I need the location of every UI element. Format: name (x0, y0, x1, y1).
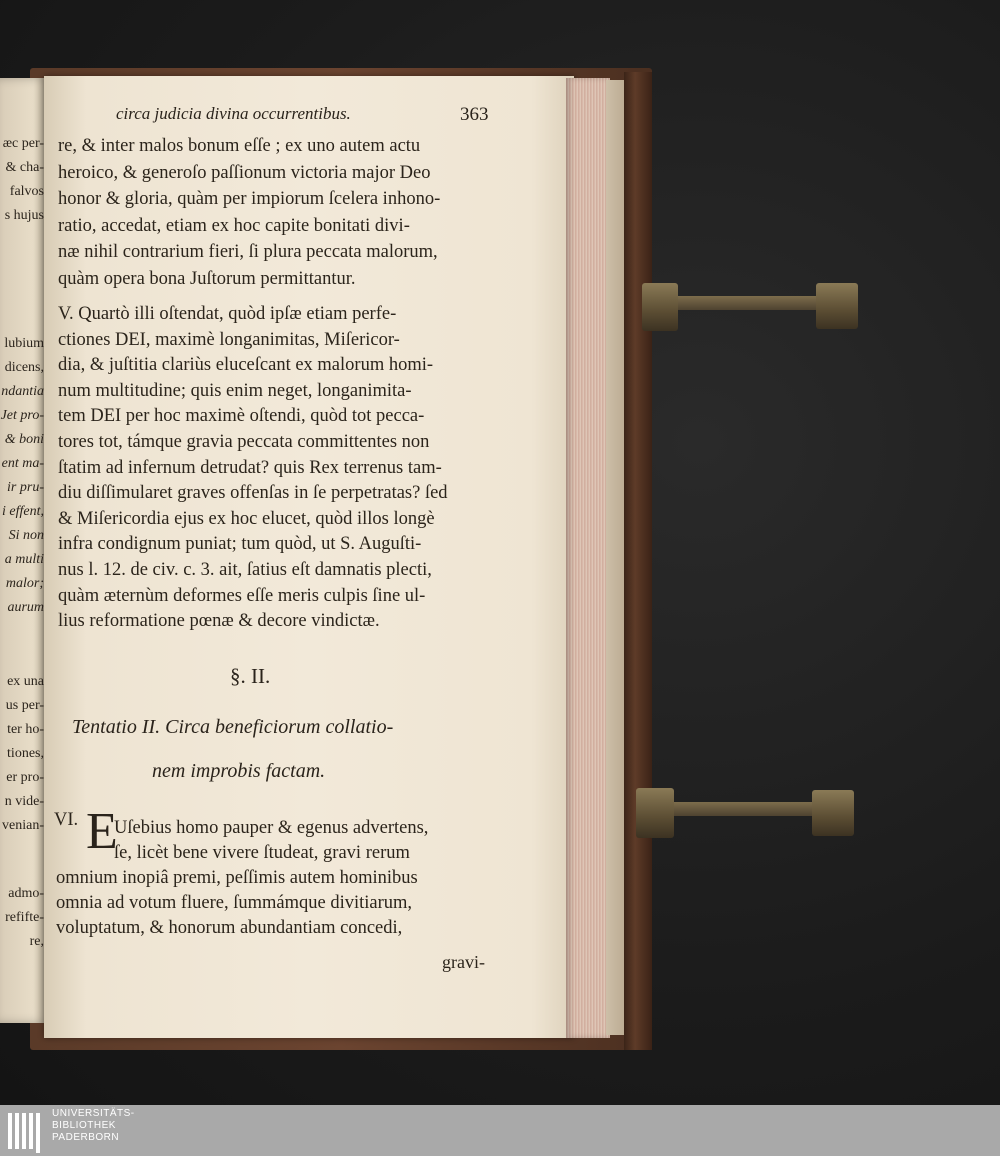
text-line: dia, & juſtitia clariùs eluceſcant ex malorum homi- (58, 355, 434, 376)
text-line: re, & inter malos bonum eſſe ; ex uno autem actu (58, 136, 421, 156)
text-line: tores tot, támque gravia peccata committentes non (58, 432, 430, 452)
text-line: ratio, accedat, etiam ex hoc capite bonitati divi- (58, 215, 410, 236)
text-line: heroico, & generoſo paſſionum victoria major Deo (58, 162, 431, 183)
left-page-line: a multi (4, 552, 44, 567)
left-page-line: falvos (9, 184, 44, 199)
book-spine (624, 72, 652, 1050)
text-line: omnium inopiâ premi, peſſimis autem hominibus (56, 868, 418, 888)
left-page-line: us per- (5, 698, 44, 713)
left-page-line: ex una (7, 674, 44, 689)
left-page-line: ndantia (1, 384, 44, 399)
page-edges (566, 78, 610, 1038)
left-page-line: ter ho- (7, 722, 44, 737)
left-page-line: æc per- (2, 136, 44, 151)
logo-text-line-1: UNIVERSITÄTS- (52, 1108, 135, 1119)
logo-text-line-3: PADERBORN (52, 1132, 120, 1143)
left-page-line: malor; (5, 576, 44, 591)
text-line: diu diſſimularet graves offenſas in ſe perpetratas? ſed (58, 483, 448, 504)
left-page-line: i effent, (2, 504, 44, 519)
left-page-line: re, (29, 934, 44, 949)
left-page-line: refifte- (5, 910, 44, 925)
left-page-line: s hujus (4, 208, 44, 223)
left-page-line: er pro- (6, 770, 44, 785)
left-page-fragment (0, 78, 48, 1023)
text-line: tem DEI per hoc maximè oſtendi, quòd tot pecca- (58, 406, 425, 427)
left-page-line: Si non (8, 528, 44, 543)
text-line: Uſebius homo pauper & egenus advertens, (114, 818, 429, 838)
left-page-line: n vide- (4, 794, 44, 809)
text-line: omnia ad votum fluere, ſummámque divitiarum, (56, 893, 413, 913)
text-line: V. Quartò illi oſtendat, quòd ipſæ etiam perfe- (58, 304, 397, 324)
library-footer (0, 1105, 1000, 1156)
page-number: 363 (460, 104, 489, 125)
text-line: ctiones DEI, maximè longanimitas, Miſericor- (58, 329, 400, 350)
left-page-line: ent ma- (1, 456, 44, 471)
paragraph-number: VI. (54, 810, 79, 830)
left-page-line: dicens, (4, 360, 44, 375)
left-page-line: Jet pro- (0, 408, 44, 423)
drop-cap: E (86, 803, 118, 860)
text-line: voluptatum, & honorum abundantiam concedi, (56, 918, 403, 938)
left-page-line: tiones, (7, 746, 44, 761)
left-page-line: ir pru- (7, 480, 44, 495)
text-line: ſtatim ad infernum detrudat? quis Rex terrenus tam- (58, 457, 442, 478)
text-line: num multitudine; quis enim neget, longanimita- (58, 380, 412, 401)
text-line: & Miſericordia ejus ex hoc elucet, quòd illos longè (58, 508, 435, 529)
left-page-line: lubium (4, 336, 44, 351)
text-line: infra condignum puniat; tum quòd, ut S. Auguſti- (58, 534, 422, 555)
section-heading-line-2: nem improbis factam. (152, 760, 326, 782)
library-logo-icon (6, 1109, 46, 1153)
left-page-line: & boni (4, 432, 44, 447)
catchword: gravi- (442, 952, 485, 972)
left-page-line: aurum (7, 600, 44, 615)
running-head: circa judicia divina occurrentibus. (116, 104, 351, 123)
text-line: honor & gloria, quàm per impiorum ſcelera inhono- (58, 189, 441, 209)
text-line: quàm opera bona Juſtorum permittantur. (58, 268, 356, 289)
text-line: ſe, licèt bene vivere ſtudeat, gravi rerum (114, 843, 410, 863)
section-mark: §. II. (230, 664, 271, 688)
text-line: lius reformatione pœnæ & decore vindictæ. (58, 611, 380, 632)
left-page-line: admo- (8, 886, 44, 901)
left-page-line: venian- (2, 818, 44, 833)
text-line: næ nihil contrarium fieri, ſi plura peccata malorum, (58, 242, 438, 262)
left-page-line: & cha- (5, 160, 44, 175)
text-line: nus l. 12. de civ. c. 3. ait, ſatius eſt damnatis plecti, (58, 560, 432, 580)
logo-text-line-2: BIBLIOTHEK (52, 1120, 116, 1131)
section-heading-line-1: Tentatio II. Circa beneficiorum collatio- (72, 716, 394, 738)
text-line: quàm æternùm deformes eſſe meris culpis ſine ul- (58, 585, 426, 606)
